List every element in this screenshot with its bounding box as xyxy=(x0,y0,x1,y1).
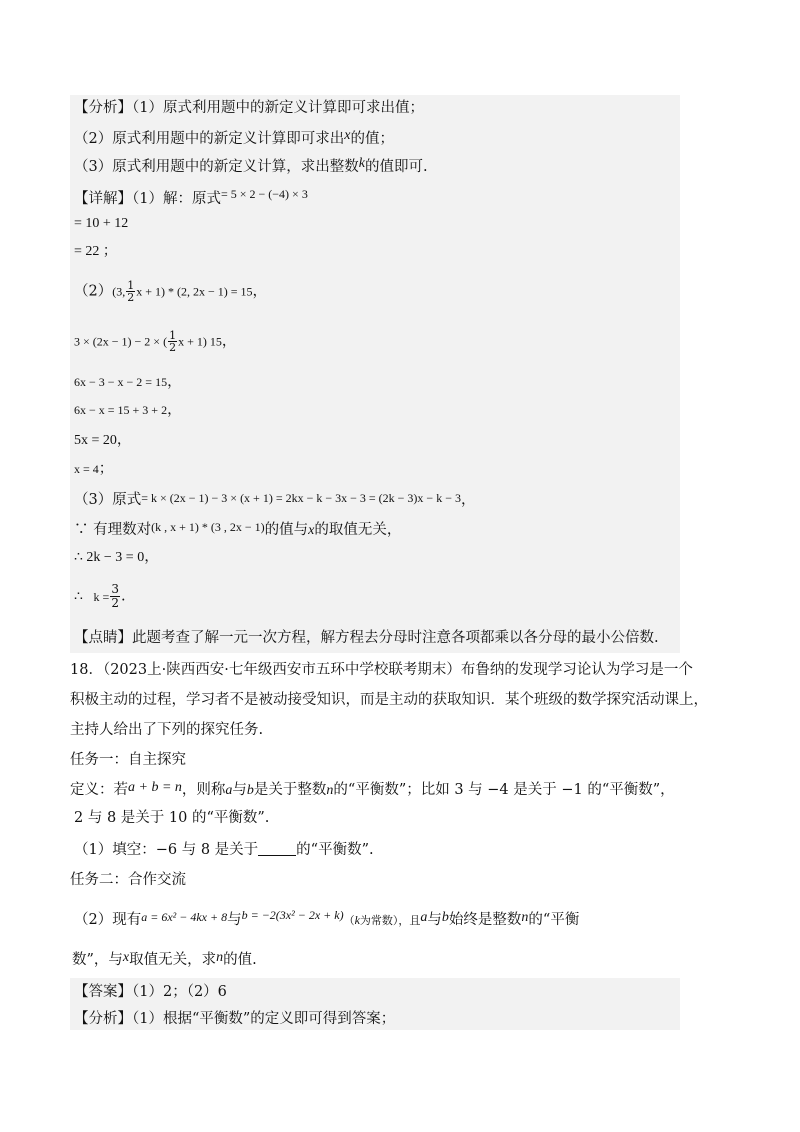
detail-step-3: = 22 ； xyxy=(74,244,117,259)
question-1: （1）填空：−6 与 8 是关于 的“平衡数”. xyxy=(74,842,374,858)
answer-line: 【答案】（1）2；（2）6 xyxy=(74,984,227,1000)
definition-line-2: 2 与 8 是关于 10 的“平衡数”. xyxy=(74,810,270,826)
analysis-line-1: 【分析】（1）原式利用题中的新定义计算即可求出值； xyxy=(74,100,424,116)
detail-part2-step-1: 3 × (2x − 1) − 2 × ( $\frac{1}{2}$ x + 1) 15， xyxy=(74,329,237,354)
detail-part2-step-4: 5x = 20， xyxy=(74,432,132,448)
detail-head: 【详解】（1）解：原式$^{= 5 \times 2 - (-4) \times 3}$ xyxy=(74,187,308,207)
detail-part2-equation: （2）(3, $\frac{1}{2}$ x + 1) * (2, 2x − 1) = 15， xyxy=(74,279,268,304)
detail-step-2: = 10 + 12 xyxy=(74,216,129,231)
analysis-line-3: （3）原式利用题中的新定义计算，求出整数k的值即可. xyxy=(74,156,428,175)
question-2-line-2: 数”，与x取值无关，求n的值. xyxy=(72,950,257,968)
definition-line-1: 定义：若a + b = n，则称a与b是关于整数n的“平衡数”；比如 3 与 −4 是关于 −1 的“平衡数”， xyxy=(70,780,675,798)
task2-heading: 任务二：合作交流 xyxy=(70,872,186,888)
task1-heading: 任务一：自主探究 xyxy=(70,752,186,768)
problem18-line-3: 主持人给出了下列的探究任务. xyxy=(70,722,264,738)
detail-part2-step-3: 6x − x = 15 + 3 + 2， xyxy=(74,402,182,418)
answer-blank[interactable] xyxy=(258,841,296,856)
question-2-line-1: （2）现有$^{a = 6x^2 - 4kx + 8}$与$^{b = -2(3x^2 - 2x + k)}$（k为常数），且a与b始终是整数n的“平衡 xyxy=(74,908,580,928)
problem18-line-1: 18．（2023上·陕西西安·七年级西安市五环中学校联考期末）布鲁纳的发现学习论认为学习是一个 xyxy=(70,662,693,678)
analysis-line-2: （2）原式利用题中的新定义计算即可求出x的值； xyxy=(74,128,394,147)
analysis-bottom-line: 【分析】（1）根据“平衡数”的定义即可得到答案； xyxy=(74,1011,396,1027)
problem18-line-2: 积极主动的过程，学习者不是被动接受知识，而是主动的获取知识．某个班级的数学探究活动课上， xyxy=(70,692,708,708)
detail-part3-expression: （3）原式= k × (2x − 1) − 3 × (x + 1) = 2kx − k − 3x − 3 = (2k − 3)x − k − 3， xyxy=(74,491,476,508)
detail-part3-because: ∵ 有理数对$^{(k , x + 1) * (3 , 2x - 1)}$的值与x的取值无关， xyxy=(74,520,402,538)
detail-part2-step-5: x = 4； xyxy=(74,461,114,477)
comment-line: 【点睛】此题考查了解一元一次方程，解方程去分母时注意各项都乘以各分母的最小公倍数. xyxy=(74,630,659,646)
detail-part3-therefore-1: ∴ 2k − 3 = 0， xyxy=(74,549,159,565)
detail-part2-step-2: 6x − 3 − x − 2 = 15， xyxy=(74,374,182,390)
detail-part3-therefore-2: ∴ k = $\frac{3}{2}$ . xyxy=(74,582,126,610)
